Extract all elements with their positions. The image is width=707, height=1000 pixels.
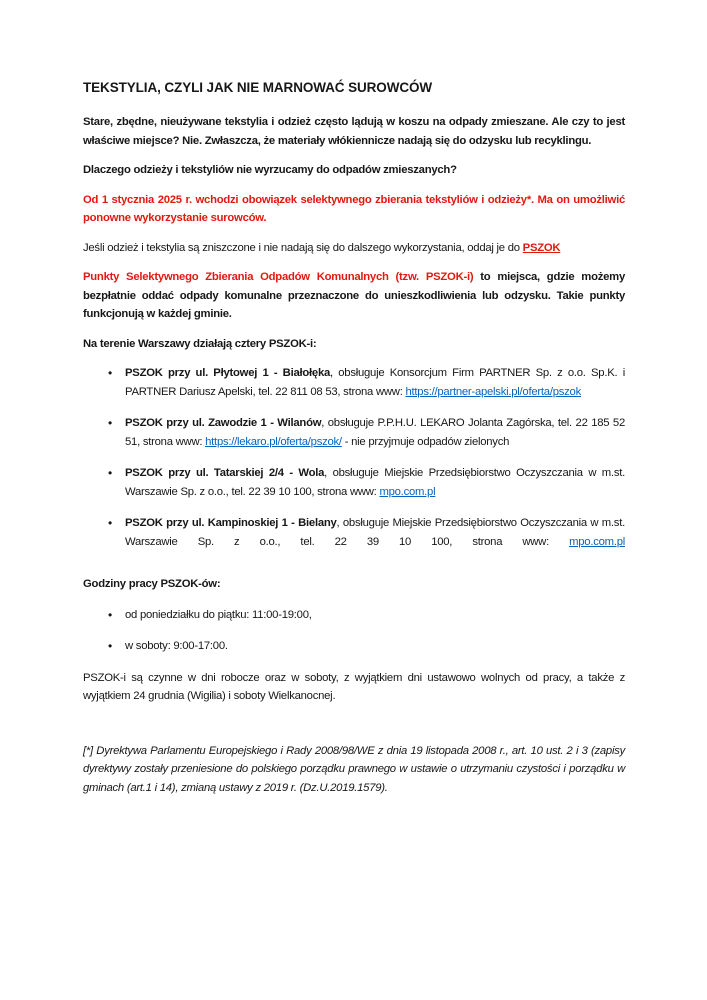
hours-item: • od poniedziałku do piątku: 11:00-19:00, xyxy=(83,606,625,625)
pszok-website-link[interactable]: https://partner-apelski.pl/oferta/pszok xyxy=(405,385,581,398)
red-notice: Od 1 stycznia 2025 r. wchodzi obowiązek selektywnego zbierania tekstyliów i odzieży*. Ma on umożliwić ponowne wykorzystanie surowców. xyxy=(83,193,625,224)
list-intro: Na terenie Warszawy działają cztery PSZOK-i: xyxy=(83,337,317,350)
pszok-link[interactable]: PSZOK xyxy=(522,241,561,254)
pszok-details: , obsługuje Miejskie Przedsiębiorstwo Oczyszczania w m.st. Warszawie Sp. z o.o., tel. 22 39 10 100, strona www: xyxy=(125,467,625,498)
pszok-definition-rest: to miejsca, gdzie możemy bezpłatnie oddać odpady komunalne przeznaczone do unieszkodliwienia lub odzysku. Takie punkty funkcjonują w każdej gminie. xyxy=(83,271,625,320)
pszok-name: PSZOK przy ul. Kampinoskiej 1 - Bielany xyxy=(125,517,337,529)
pszok-website-link[interactable]: https://lekaro.pl/oferta/pszok/ xyxy=(205,435,342,448)
handover-paragraph xyxy=(83,239,625,258)
footnote: [*] Dyrektywa Parlamentu Europejskiego i Rady 2008/98/WE z dnia 19 listopada 2008 r., art. 10 ust. 2 i 3 (zapisy dyrektywy zostały przeniesione do polskiego porządku prawnego w ustawie o utrzymaniu czystości i porządku w gminach (art.1 i 14), zmianą ustawy z 2019 r. (Dz.U.2019.1579). xyxy=(83,744,625,794)
hours-list xyxy=(83,606,625,656)
list-item xyxy=(83,364,625,401)
question-heading: Dlaczego odzieży i tekstyliów nie wyrzucamy do odpadów zmieszanych? xyxy=(83,164,457,176)
hours-item: • w soboty: 9:00-17:00. xyxy=(83,637,625,656)
pszok-website-link[interactable]: mpo.com.pl xyxy=(569,535,625,548)
pszok-definition xyxy=(83,268,625,324)
hours-note: PSZOK-i są czynne w dni robocze oraz w soboty, z wyjątkiem dni ustawowo wolnych od pracy, a także z wyjątkiem 24 grudnia (Wigilia) i soboty Wielkanocnej. xyxy=(83,671,625,702)
pszok-note: - nie przyjmuje odpadów zielonych xyxy=(341,435,510,448)
intro-paragraph: Stare, zbędne, nieużywane tekstylia i odzież często lądują w koszu na odpady zmieszane. Ale czy to jest właściwe miejsce? Nie. Zwłaszcza, że materiały włókiennicze nadają się do odzysku lub recyklingu. xyxy=(83,116,625,147)
pszok-definition-term: Punkty Selektywnego Zbierania Odpadów Komunalnych (tzw. PSZOK-i) xyxy=(83,271,474,283)
pszok-website-link[interactable]: mpo.com.pl xyxy=(379,485,436,498)
pszok-name: PSZOK przy ul. Tatarskiej 2/4 - Wola xyxy=(125,467,325,479)
list-item xyxy=(83,414,625,451)
list-item xyxy=(83,514,625,551)
page-title: TEKSTYLIA, CZYLI JAK NIE MARNOWAĆ SUROWCÓW xyxy=(83,80,433,95)
hours-heading: Godziny pracy PSZOK-ów: xyxy=(83,578,221,590)
pszok-details: , obsługuje P.P.H.U. LEKARO Jolanta Zagórska, tel. 22 185 52 51, strona www: xyxy=(125,417,625,448)
handover-text: Jeśli odzież i tekstylia są zniszczone i nie nadają się do dalszego wykorzystania, oddaj je do xyxy=(83,241,523,254)
pszok-list xyxy=(83,364,625,551)
pszok-details: , obsługuje Konsorcjum Firm PARTNER Sp. z o.o. Sp.K. i PARTNER Dariusz Apelski, tel. 22 811 08 53, strona www: xyxy=(125,367,625,398)
list-item xyxy=(83,464,625,501)
pszok-details: , obsługuje Miejskie Przedsiębiorstwo Oczyszczania w m.st. Warszawie Sp. z o.o., tel. 22 39 10 100, strona www: xyxy=(125,517,625,548)
pszok-name: PSZOK przy ul. Płytowej 1 - Białołęka xyxy=(125,367,331,379)
pszok-name: PSZOK przy ul. Zawodzie 1 - Wilanów xyxy=(125,417,322,429)
